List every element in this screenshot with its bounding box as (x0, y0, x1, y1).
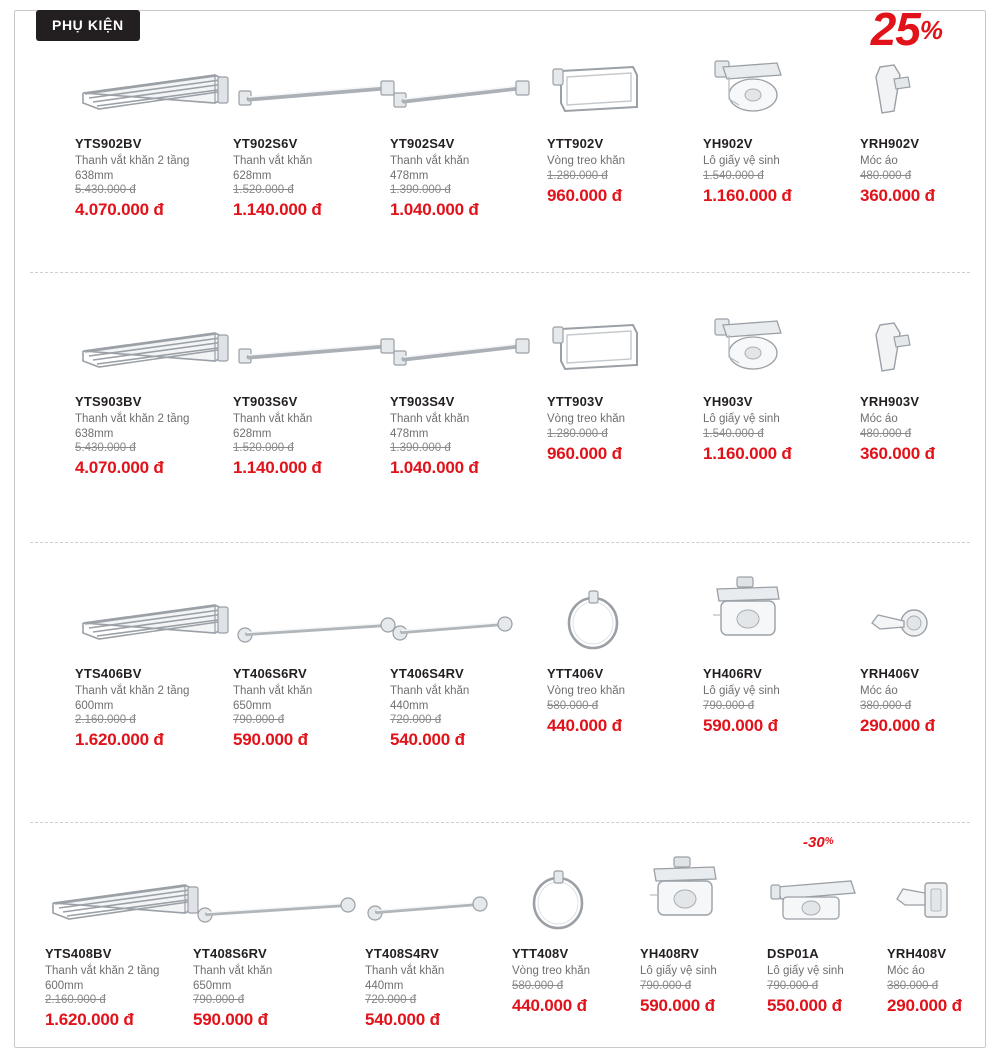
product-price: 440.000 đ (512, 995, 587, 1015)
product-card[interactable] (75, 42, 225, 220)
product-art (640, 855, 730, 938)
product-code: YH408RV (640, 946, 699, 961)
product-image-towel-ring-square (547, 300, 697, 386)
product-art (703, 311, 793, 386)
product-code: YTS408BV (45, 946, 112, 961)
product-art (233, 337, 403, 386)
product-art (547, 319, 647, 386)
product-image-paper-holder (703, 300, 853, 386)
product-image-towel-bar-long (233, 42, 383, 128)
product-image-towel-ring-round (547, 572, 697, 658)
product-old-price: 5.430.000 đ (75, 184, 136, 197)
product-description: Vòng treo khăn (547, 413, 626, 425)
product-price: 440.000 đ (547, 715, 622, 735)
product-code: YRH408V (887, 946, 947, 961)
product-code: YT903S6V (233, 394, 298, 409)
product-old-price: 580.000 đ (547, 699, 599, 712)
product-description: Thanh vắt khăn 2 tầng 638mm (75, 413, 190, 440)
product-image-towel-bar-round-long (193, 852, 318, 938)
product-price: 590.000 đ (233, 730, 308, 750)
row-divider-3 (30, 822, 970, 823)
product-old-price: 380.000 đ (887, 979, 939, 992)
product-old-price: 1.520.000 đ (233, 442, 294, 455)
product-art (390, 79, 540, 128)
product-code: YT902S4V (390, 136, 455, 151)
product-old-price: 2.160.000 đ (45, 994, 106, 1007)
product-code: YT903S4V (390, 394, 455, 409)
product-art (390, 337, 540, 386)
product-card[interactable] (547, 572, 697, 736)
product-image-towel-ring-square (547, 42, 697, 128)
product-image-paper-holder (703, 42, 853, 128)
product-card[interactable] (547, 42, 697, 206)
product-old-price: 790.000 đ (640, 979, 692, 992)
discount-value: 25 (870, 3, 920, 55)
product-description: Thanh vắt khăn 628mm (233, 155, 313, 182)
product-old-price: 1.520.000 đ (233, 184, 294, 197)
product-old-price: 720.000 đ (365, 994, 417, 1007)
product-code: YT408S6RV (193, 946, 267, 961)
product-code: YH903V (703, 394, 753, 409)
product-description: Móc áo (860, 413, 898, 425)
product-code: YTS903BV (75, 394, 142, 409)
product-art (45, 873, 205, 938)
product-image-towel-bar-round-long (233, 572, 383, 658)
product-card[interactable] (703, 300, 853, 464)
product-image-towel-bar-round-short (365, 852, 490, 938)
product-art (547, 587, 637, 658)
product-description: Lô giấy vệ sinh (703, 685, 780, 697)
product-card[interactable] (390, 42, 540, 220)
product-card[interactable] (390, 572, 540, 750)
product-card[interactable] (860, 42, 1000, 206)
product-price: 550.000 đ (767, 995, 842, 1015)
product-image-towel-bar-long (233, 300, 383, 386)
product-price: 1.620.000 đ (75, 730, 164, 750)
product-code: YT902S6V (233, 136, 298, 151)
product-art (860, 319, 920, 386)
product-art (75, 593, 235, 658)
product-price: 590.000 đ (640, 995, 715, 1015)
product-card[interactable] (233, 572, 383, 750)
product-old-price: 480.000 đ (860, 427, 912, 440)
product-image-hook-round (860, 572, 1000, 658)
product-price: 1.620.000 đ (45, 1010, 134, 1030)
product-description: Lô giấy vệ sinh (703, 413, 780, 425)
product-price: 360.000 đ (860, 443, 935, 463)
product-description: Thanh vắt khăn 440mm (365, 965, 445, 992)
product-description: Thanh vắt khăn 2 tầng 638mm (75, 155, 190, 182)
product-image-paper-holder-flat (767, 852, 892, 938)
product-card[interactable] (703, 42, 853, 206)
product-card[interactable] (640, 852, 765, 1016)
product-art (75, 321, 235, 386)
product-price: 360.000 đ (860, 185, 935, 205)
product-code: YTT903V (547, 394, 604, 409)
product-code: YTT406V (547, 666, 604, 681)
product-art (390, 613, 520, 658)
product-image-hook-angular (860, 300, 1000, 386)
product-card[interactable] (233, 42, 383, 220)
product-old-price: 790.000 đ (703, 699, 755, 712)
discount-30-percent-sign: % (824, 836, 834, 847)
product-old-price: 1.280.000 đ (547, 427, 608, 440)
product-old-price: 790.000 đ (233, 714, 285, 727)
product-card[interactable] (365, 852, 490, 1030)
product-price: 1.140.000 đ (233, 200, 322, 220)
product-old-price: 480.000 đ (860, 169, 912, 182)
product-price: 960.000 đ (547, 185, 622, 205)
product-card[interactable] (860, 300, 1000, 464)
product-art (512, 867, 602, 938)
product-code: DSP01A (767, 946, 819, 961)
product-description: Thanh vắt khăn 478mm (390, 413, 470, 440)
product-card[interactable] (860, 572, 1000, 736)
product-description: Móc áo (887, 965, 925, 977)
product-old-price: 380.000 đ (860, 699, 912, 712)
discount-25-badge (870, 3, 942, 55)
product-card[interactable] (703, 572, 853, 736)
product-price: 1.140.000 đ (233, 458, 322, 478)
product-price: 960.000 đ (547, 443, 622, 463)
product-card[interactable] (75, 572, 225, 750)
product-art (887, 875, 953, 938)
product-description: Vòng treo khăn (547, 155, 626, 167)
product-description: Thanh vắt khăn 2 tầng 600mm (75, 685, 190, 712)
product-image-towel-bar-short (390, 300, 540, 386)
product-art (703, 575, 793, 658)
product-image-hook-square (887, 852, 1000, 938)
product-price: 1.040.000 đ (390, 200, 479, 220)
product-old-price: 5.430.000 đ (75, 442, 136, 455)
product-old-price: 720.000 đ (390, 714, 442, 727)
product-description: Thanh vắt khăn 2 tầng 600mm (45, 965, 160, 992)
product-description: Thanh vắt khăn 650mm (233, 685, 313, 712)
product-description: Thanh vắt khăn 440mm (390, 685, 470, 712)
product-card[interactable] (767, 834, 892, 1016)
product-image-towel-rack-2tier (75, 300, 225, 386)
product-art (233, 613, 403, 658)
product-card[interactable] (75, 300, 225, 478)
product-card[interactable] (547, 300, 697, 464)
product-card[interactable] (45, 852, 170, 1030)
product-old-price: 1.540.000 đ (703, 169, 764, 182)
product-image-towel-rack-2tier (75, 42, 225, 128)
discount-30-value: -30 (803, 834, 825, 851)
product-description: Vòng treo khăn (512, 965, 591, 977)
product-code: YT406S4RV (390, 666, 464, 681)
product-description: Móc áo (860, 155, 898, 167)
product-old-price: 790.000 đ (193, 994, 245, 1007)
product-code: YTT902V (547, 136, 604, 151)
product-code: YTS406BV (75, 666, 142, 681)
product-art (703, 53, 793, 128)
product-description: Lô giấy vệ sinh (767, 965, 844, 977)
product-art (860, 597, 932, 658)
product-price: 290.000 đ (860, 715, 935, 735)
product-old-price: 2.160.000 đ (75, 714, 136, 727)
product-code: YRH902V (860, 136, 920, 151)
product-price: 590.000 đ (703, 715, 778, 735)
product-card[interactable] (887, 852, 1000, 1016)
product-image-paper-holder-round (640, 852, 765, 938)
product-image-towel-rack-2tier (75, 572, 225, 658)
product-price: 290.000 đ (887, 995, 962, 1015)
product-art (547, 61, 647, 128)
product-code: YT408S4RV (365, 946, 439, 961)
product-description: Thanh vắt khăn 478mm (390, 155, 470, 182)
product-code: YTS902BV (75, 136, 142, 151)
product-code: YRH903V (860, 394, 920, 409)
product-image-towel-bar-round-short (390, 572, 540, 658)
product-art (767, 873, 863, 938)
product-code: YT406S6RV (233, 666, 307, 681)
row-divider-1 (30, 272, 970, 273)
product-old-price: 1.390.000 đ (390, 184, 451, 197)
product-card[interactable] (233, 300, 383, 478)
product-description: Thanh vắt khăn 628mm (233, 413, 313, 440)
product-description: Lô giấy vệ sinh (703, 155, 780, 167)
product-price: 1.160.000 đ (703, 185, 792, 205)
product-price: 540.000 đ (365, 1010, 440, 1030)
product-old-price: 790.000 đ (767, 979, 819, 992)
product-old-price: 1.280.000 đ (547, 169, 608, 182)
discount-percent-sign: % (919, 15, 942, 45)
product-price: 540.000 đ (390, 730, 465, 750)
product-description: Lô giấy vệ sinh (640, 965, 717, 977)
row-divider-2 (30, 542, 970, 543)
product-art (193, 893, 363, 938)
product-price: 4.070.000 đ (75, 458, 164, 478)
product-card[interactable] (390, 300, 540, 478)
product-art (860, 61, 920, 128)
product-image-towel-rack-2tier (45, 852, 170, 938)
product-card[interactable] (193, 852, 318, 1030)
product-art (365, 893, 495, 938)
product-price: 4.070.000 đ (75, 200, 164, 220)
product-code: YH406RV (703, 666, 762, 681)
product-art (75, 63, 235, 128)
product-card[interactable] (512, 852, 637, 1016)
product-old-price: 1.540.000 đ (703, 427, 764, 440)
product-code: YTT408V (512, 946, 569, 961)
product-description: Vòng treo khăn (547, 685, 626, 697)
product-description: Móc áo (860, 685, 898, 697)
product-old-price: 580.000 đ (512, 979, 564, 992)
category-badge: PHỤ KIỆN (36, 10, 140, 41)
product-price: 590.000 đ (193, 1010, 268, 1030)
product-price: 1.160.000 đ (703, 443, 792, 463)
product-code: YRH406V (860, 666, 920, 681)
product-description: Thanh vắt khăn 650mm (193, 965, 273, 992)
product-image-towel-ring-round (512, 852, 637, 938)
product-image-paper-holder-round (703, 572, 853, 658)
product-old-price: 1.390.000 đ (390, 442, 451, 455)
discount-30-badge (803, 834, 834, 851)
product-art (233, 79, 403, 128)
product-image-towel-bar-short (390, 42, 540, 128)
product-code: YH902V (703, 136, 753, 151)
product-price: 1.040.000 đ (390, 458, 479, 478)
